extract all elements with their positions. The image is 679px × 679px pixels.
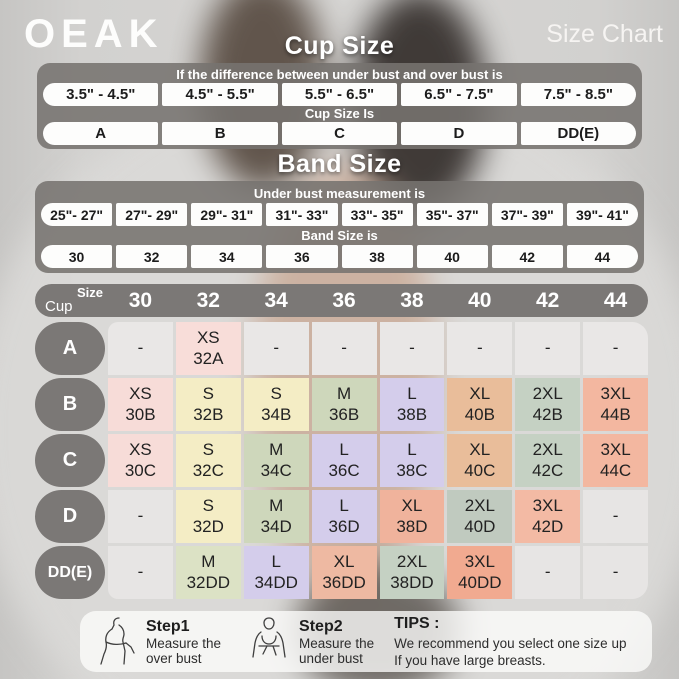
bra-size: 34D: [260, 516, 292, 536]
size-cell: [176, 546, 241, 599]
size-label: M: [269, 440, 284, 460]
size-label: -: [137, 338, 144, 358]
size-cell: [176, 434, 241, 487]
size-label: -: [612, 338, 619, 358]
row-label: A: [35, 322, 105, 375]
measure-under-bust-icon: [247, 616, 291, 668]
bra-size: 44B: [600, 404, 631, 424]
cup-letter-cell: D: [401, 122, 516, 145]
size-cell: [515, 434, 580, 487]
cup-range-cell: 7.5" - 8.5": [521, 83, 636, 106]
matrix-row-d: [35, 490, 648, 543]
step1-line1: Measure the: [146, 635, 222, 651]
step1-line2: over bust: [146, 650, 202, 666]
cup-range-cell: 3.5" - 4.5": [43, 83, 158, 106]
size-cell: [515, 490, 580, 543]
tips-line1: We recommend you select one size up: [394, 635, 627, 651]
size-cell: [583, 434, 648, 487]
band-number-cell: 38: [342, 245, 413, 268]
measuring-instructions-panel: [80, 611, 652, 672]
band-range-cell: 29"- 31": [191, 203, 262, 226]
matrix-row-a: [35, 322, 648, 375]
size-matrix: [35, 322, 648, 602]
band-number-cell: 40: [417, 245, 488, 268]
size-cell: [447, 322, 512, 375]
bra-size: 32DD: [186, 572, 231, 592]
band-range-cell: 25"- 27": [41, 203, 112, 226]
matrix-column-header: 38: [400, 288, 424, 312]
row-label: B: [35, 378, 105, 431]
tips-title: TIPS :: [394, 614, 440, 632]
bra-size: 30C: [124, 460, 157, 480]
matrix-column-header: 30: [128, 288, 153, 312]
size-cell: [380, 546, 445, 599]
cup-letter-cell: A: [43, 122, 158, 145]
brand-logo: OEAK: [24, 12, 164, 56]
size-label: M: [336, 384, 352, 404]
size-label: -: [544, 338, 551, 358]
bra-size: 42B: [532, 404, 563, 424]
size-label: L: [339, 496, 349, 516]
size-cell: [380, 378, 445, 431]
size-label: -: [476, 338, 483, 358]
measure-over-bust-icon: [94, 616, 138, 668]
bra-size: 40D: [464, 516, 496, 536]
size-cell: [312, 378, 377, 431]
size-cell: [380, 322, 445, 375]
size-cell: [515, 378, 580, 431]
band-size-table: [35, 181, 644, 273]
step1-title: Step1: [146, 617, 190, 635]
size-label: XL: [333, 552, 355, 572]
cup-letter-row: [43, 122, 636, 145]
band-number-cell: 42: [492, 245, 563, 268]
size-cell: [108, 322, 173, 375]
size-label: L: [339, 440, 349, 460]
bra-size: 40DD: [458, 572, 502, 592]
bra-size: 40B: [464, 404, 495, 424]
corner-size-label: Size: [76, 285, 103, 300]
size-label: 2XL: [532, 384, 563, 404]
size-cell: [583, 322, 648, 375]
size-cell: [244, 434, 309, 487]
matrix-column-header: 42: [536, 288, 560, 312]
band-range-cell: 35"- 37": [417, 203, 488, 226]
size-cell: [244, 490, 309, 543]
cup-range-cell: 6.5" - 7.5": [401, 83, 516, 106]
size-label: 2XL: [396, 552, 428, 572]
bra-size: 44C: [599, 460, 632, 480]
size-cell: [447, 378, 512, 431]
band-range-row: [41, 203, 638, 226]
bra-size: 38DD: [390, 572, 434, 592]
size-cell: [108, 378, 173, 431]
band-range-cell: 33"- 35": [342, 203, 413, 226]
cup-letter-cell: DD(E): [521, 122, 636, 145]
size-cell: [583, 378, 648, 431]
band-range-cell: 31"- 33": [266, 203, 337, 226]
size-cell: [108, 490, 173, 543]
bra-size: 40C: [464, 460, 496, 480]
size-label: -: [137, 562, 144, 582]
tips-line2: If you have large breasts.: [394, 652, 546, 668]
size-cell: [583, 490, 648, 543]
size-label: -: [612, 506, 619, 526]
size-cell: [583, 546, 648, 599]
band-number-cell: 32: [116, 245, 187, 268]
size-label: XL: [469, 440, 491, 460]
size-cell: [515, 546, 580, 599]
bra-size: 34C: [260, 460, 292, 480]
size-cell: [176, 378, 241, 431]
size-label: S: [202, 496, 214, 516]
size-label: L: [407, 440, 417, 460]
size-label: -: [137, 506, 144, 526]
size-label: -: [341, 338, 347, 358]
size-cell: [380, 490, 445, 543]
size-label: XS: [129, 440, 152, 460]
cup-size-table: [37, 63, 642, 149]
band-number-row: [41, 245, 638, 268]
bra-size: 34B: [261, 404, 292, 424]
bra-size: 32C: [192, 460, 224, 480]
cup-letter-cell: B: [162, 122, 277, 145]
bra-size: 38C: [396, 460, 428, 480]
size-cell: [244, 378, 309, 431]
band-result-label: Band Size is: [301, 228, 378, 243]
size-cell: [312, 546, 377, 599]
size-label: L: [407, 384, 417, 404]
size-cell: [176, 322, 241, 375]
band-number-cell: 36: [266, 245, 337, 268]
bra-size: 38D: [396, 516, 428, 536]
matrix-header-row: [35, 284, 648, 317]
matrix-column-header: 40: [468, 288, 492, 312]
bra-size: 36D: [328, 516, 360, 536]
size-cell: [312, 322, 377, 375]
step2-line1: Measure the: [299, 635, 375, 651]
step2-line2: under bust: [299, 650, 363, 666]
size-cell: [312, 434, 377, 487]
band-number-cell: 34: [191, 245, 262, 268]
size-label: M: [269, 496, 284, 516]
size-label: 3XL: [600, 384, 631, 404]
matrix-column-header: 44: [603, 288, 628, 312]
page-title: Size Chart: [546, 20, 663, 48]
size-label: -: [544, 562, 551, 582]
matrix-row-c: [35, 434, 648, 487]
row-label: C: [35, 434, 105, 487]
tips-block: [394, 615, 626, 669]
row-label: D: [35, 490, 105, 543]
step1-text: [146, 618, 221, 666]
size-cell: [380, 434, 445, 487]
size-label: XS: [129, 384, 152, 404]
band-number-cell: 30: [41, 245, 112, 268]
size-label: -: [409, 338, 415, 358]
size-label: M: [201, 552, 216, 572]
size-cell: [515, 322, 580, 375]
size-label: 3XL: [532, 496, 563, 516]
cup-range-cell: 4.5" - 5.5": [162, 83, 277, 106]
matrix-row-dde: [35, 546, 648, 599]
matrix-row-b: [35, 378, 648, 431]
bra-size: 42D: [532, 516, 564, 536]
size-label: 3XL: [600, 440, 631, 460]
band-number-cell: 44: [567, 245, 638, 268]
size-cell: [447, 546, 512, 599]
bra-size: 32B: [193, 404, 224, 424]
band-condition-label: Under bust measurement is: [253, 186, 426, 201]
cup-range-row: [43, 83, 636, 106]
size-label: XS: [196, 328, 220, 348]
size-label: XL: [401, 496, 423, 516]
step2-text: [299, 618, 374, 666]
bra-size: 36DD: [322, 572, 366, 592]
cup-result-label: Cup Size Is: [304, 106, 375, 122]
corner-cup-label: Cup: [45, 298, 73, 315]
bra-size: 32A: [193, 348, 224, 368]
cup-range-cell: 5.5" - 6.5": [282, 83, 397, 106]
size-label: 3XL: [464, 552, 495, 572]
size-cell: [176, 490, 241, 543]
cup-condition-label: If the difference between under bust and over bust is: [176, 66, 503, 82]
bra-size: 30B: [125, 404, 156, 424]
size-cell: [447, 490, 512, 543]
matrix-corner-cell: [35, 284, 105, 317]
size-label: -: [612, 562, 619, 582]
size-label: S: [202, 384, 214, 404]
band-range-cell: 39"- 41": [567, 203, 638, 226]
row-label: DD(E): [35, 546, 105, 599]
size-cell: [244, 546, 309, 599]
cup-size-title: Cup Size: [284, 32, 395, 60]
size-label: XL: [469, 384, 491, 404]
bra-size: 32D: [192, 516, 224, 536]
bra-size: 34DD: [254, 572, 298, 592]
size-cell: [244, 322, 309, 375]
bra-size: 36B: [328, 404, 360, 424]
step2-title: Step2: [299, 617, 343, 635]
size-cell: [312, 490, 377, 543]
bra-size: 42C: [532, 460, 564, 480]
size-cell: [447, 434, 512, 487]
size-label: L: [271, 552, 281, 572]
matrix-column-header: 36: [332, 288, 356, 312]
bra-size: 36C: [328, 460, 360, 480]
size-label: -: [273, 338, 280, 358]
band-range-cell: 37"- 39": [492, 203, 563, 226]
size-label: 2XL: [532, 440, 563, 460]
bra-size: 38B: [396, 404, 428, 424]
matrix-column-header: 34: [264, 288, 288, 312]
band-size-title: Band Size: [277, 150, 402, 178]
matrix-column-header: 32: [196, 288, 220, 312]
size-label: S: [202, 440, 214, 460]
size-cell: [108, 434, 173, 487]
size-cell: [108, 546, 173, 599]
size-label: 2XL: [464, 496, 495, 516]
size-label: S: [270, 384, 282, 404]
band-range-cell: 27"- 29": [116, 203, 187, 226]
cup-letter-cell: C: [282, 122, 397, 145]
